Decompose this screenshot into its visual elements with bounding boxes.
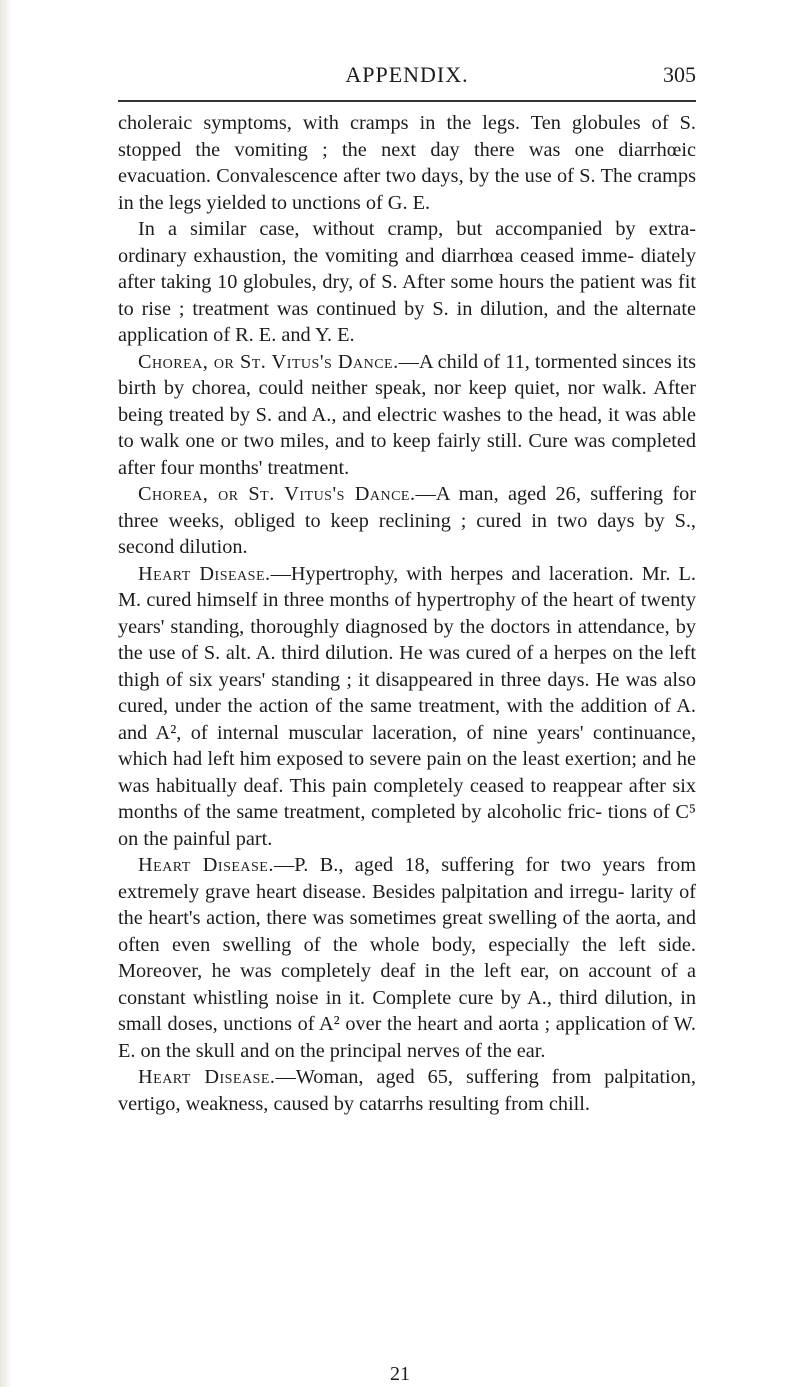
section-heading: Heart Disease. [138,562,271,585]
running-head [118,62,696,92]
page-edge-shading [0,0,12,1387]
section-heading: Chorea, or St. Vitus's Dance. [138,483,416,505]
paragraph-text: —A child of 11, tormented sinces its birth by chorea, could neither speak, nor keep quiet, nor walk. After being treated by S. and A., and electric washes to the head, it was able to walk one or two miles, and to keep fairly still. Cure was completed after four months' treatment. [118,350,696,479]
paragraph-text: choleraic symptoms, with cramps in the legs. Ten globules of S. stopped the vomiting ; the next day there was one diarrhœic evacuation. Convalescence after two days, by the use of S. The cramps in the legs yielded to unctions of G. E. [118,112,696,214]
paragraph-text: —Woman, aged 65, suffering from palpitation, vertigo, weakness, caused by catarrhs resulting from chill. [118,1066,697,1115]
paragraph [118,852,696,1064]
paragraph [118,561,696,853]
paragraph-text: —Hypertrophy, with herpes and laceration. Mr. L. M. cured himself in three months of hypertrophy of the heart of twenty years' standing, thoroughly diagnosed by the doctors in attendance, by the use of S. alt. A. third dilution. He was cured of a herpes on the left thigh of six years' standing ; it disappeared in three days. He was also cured, under the action of the same treatment, with the addition of A. and A², of internal muscular laceration, of nine years' continuance, which had left him exposed to severe pain on the least exertion; and he was habitually deaf. This pain completely ceased to reappear after six months of the same treatment, completed by alcoholic fric- tions of C⁵ on the painful part. [118,562,697,850]
paragraph-text: —P. B., aged 18, suffering for two years from extremely grave heart disease. Besides palpitation and irregu- larity of the heart's action, there was sometimes great swelling of the aorta, and often even swelling of the whole body, especially the left side. Moreover, he was completely deaf in the left ear, on account of a constant whistling noise in it. Complete cure by A., third dilution, in small doses, unctions of A² over the heart and aorta ; application of W. E. on the skull and on the principal nerves of the ear. [118,854,696,1062]
paragraph-continuation [118,110,696,216]
section-heading: Chorea, or St. Vitus's Dance. [138,350,399,373]
section-heading: Heart Disease. [138,854,274,876]
running-head-title: APPENDIX. [345,62,469,87]
paragraph-text: —A man, aged 26, suffering for three weeks, obliged to keep reclining ; cured in two days by S., second dilution. [118,483,696,558]
paragraph-text: In a similar case, without cramp, but accompanied by extra- ordinary exhaustion, the vomiting and diarrhœa ceased imme- diately after taking 10 globules, dry, of S. After some hours the patient was fit to rise ; treatment was continued by S. in dilution, and the alternate application of R. E. and Y. E. [118,218,696,346]
paragraph [118,1064,696,1117]
paragraph [118,481,696,561]
section-heading: Heart Disease. [138,1066,276,1088]
header-rule [118,100,696,102]
signature-mark: 21 [390,1363,410,1385]
paragraph [118,216,696,349]
page-number: 305 [663,62,696,87]
body-text [118,110,696,1117]
paragraph [118,349,696,482]
